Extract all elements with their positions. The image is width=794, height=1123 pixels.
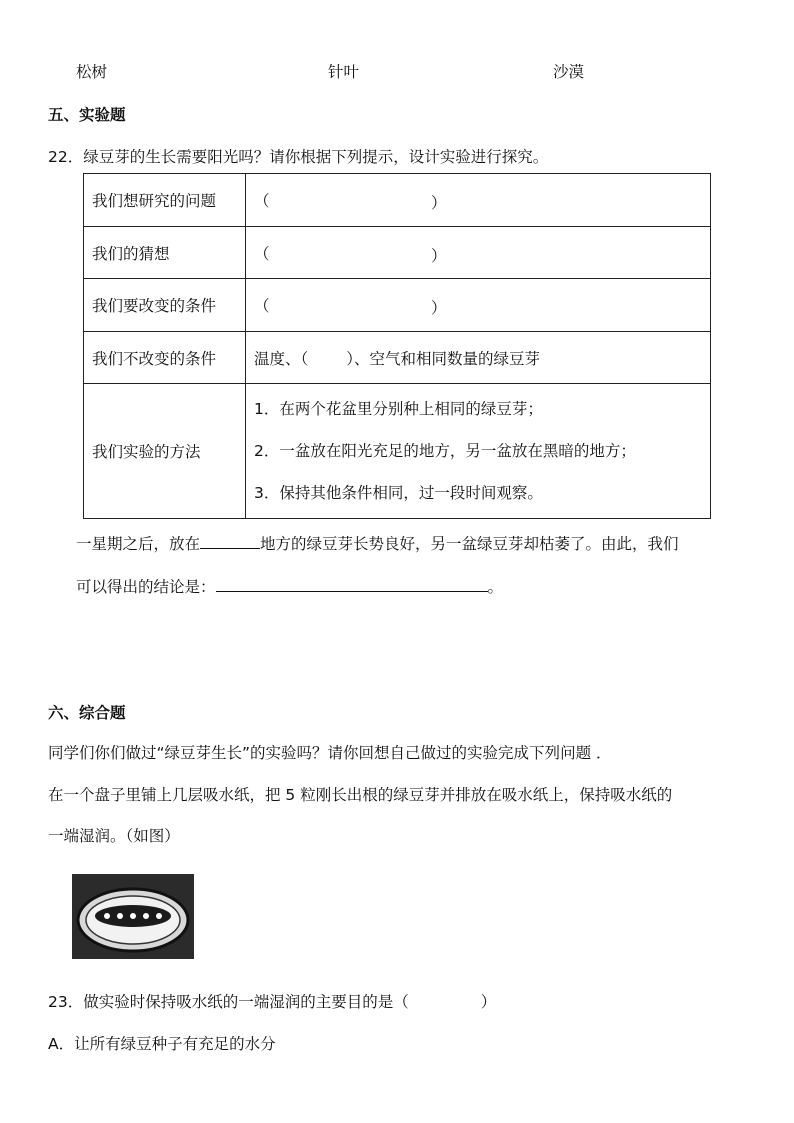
section6-line1: 在一个盘子里铺上几层吸水纸，把 5 粒刚长出根的绿豆芽并排放在吸水纸上，保持吸水纸的: [48, 786, 673, 804]
section6-intro: 同学们你们做过“绿豆芽生长”的实验吗？请你回想自己做过的实验完成下列问题 ．: [48, 744, 612, 762]
section6-heading: 六、综合题: [48, 704, 126, 722]
method-step-3: 3．保持其他条件相同，过一段时间观察。: [254, 484, 543, 502]
conclusion-b: 地方的绿豆芽长势良好，另一盆绿豆芽却枯萎了。由此，我们: [260, 535, 679, 553]
method-step-1: 1．在两个花盆里分别种上相同的绿豆芽；: [254, 400, 543, 418]
row-label: 我们的猜想: [84, 227, 246, 279]
method-step-2: 2．一盆放在阳光充足的地方，另一盆放在黑暗的地方；: [254, 442, 636, 460]
conclusion-line-1: [76, 532, 679, 554]
experiment-table: [83, 173, 711, 519]
unchanged-b: ）、空气和相同数量的绿豆芽: [346, 349, 541, 368]
answer-blank: [216, 577, 488, 592]
unchanged-a: 温度、（: [254, 349, 309, 368]
plate-illustration: [72, 874, 194, 959]
conclusion-line-2: [76, 575, 503, 597]
row-label: 我们不改变的条件: [84, 332, 246, 384]
section5-heading: 五、实验题: [48, 106, 126, 124]
conclusion-c: 可以得出的结论是：: [76, 578, 216, 596]
paren-right: ）: [431, 247, 447, 265]
table-row: [84, 174, 711, 227]
conclusion-end: 。: [487, 578, 504, 596]
conclusion-a: 一星期之后，放在: [76, 535, 201, 553]
paren-left: （: [254, 297, 270, 315]
table-row: [84, 279, 711, 332]
answer-cell: [246, 227, 711, 279]
row-label: 我们实验的方法: [84, 384, 246, 519]
q23-prompt: 23．做实验时保持吸水纸的一端湿润的主要目的是（: [48, 993, 409, 1011]
q23-text: [48, 990, 496, 1012]
q22-text: 22．绿豆芽的生长需要阳光吗？请你根据下列提示，设计实验进行探究。: [48, 148, 549, 166]
top-row-pine: 松树: [76, 63, 108, 81]
table-row: [84, 227, 711, 279]
top-row-needle: 针叶: [328, 63, 360, 81]
answer-cell: [246, 174, 711, 227]
paren-right: ）: [431, 299, 447, 317]
q23-paren-close: ）: [480, 993, 497, 1011]
paren-left: （: [254, 192, 270, 210]
answer-cell: [246, 279, 711, 332]
row-label: 我们要改变的条件: [84, 279, 246, 332]
answer-blank: [200, 534, 260, 549]
table-row: [84, 384, 711, 519]
option-a: A．让所有绿豆种子有充足的水分: [48, 1035, 276, 1053]
experiment-plate-image: [72, 874, 194, 959]
table-row: [84, 332, 711, 384]
paren-left: （: [254, 244, 270, 263]
method-cell: [246, 384, 711, 519]
paren-right: ）: [431, 194, 447, 212]
section6-line2: 一端湿润。（如图）: [48, 827, 180, 845]
row-label: 我们想研究的问题: [84, 174, 246, 227]
top-row-desert: 沙漠: [553, 63, 585, 81]
answer-cell: [246, 332, 711, 384]
